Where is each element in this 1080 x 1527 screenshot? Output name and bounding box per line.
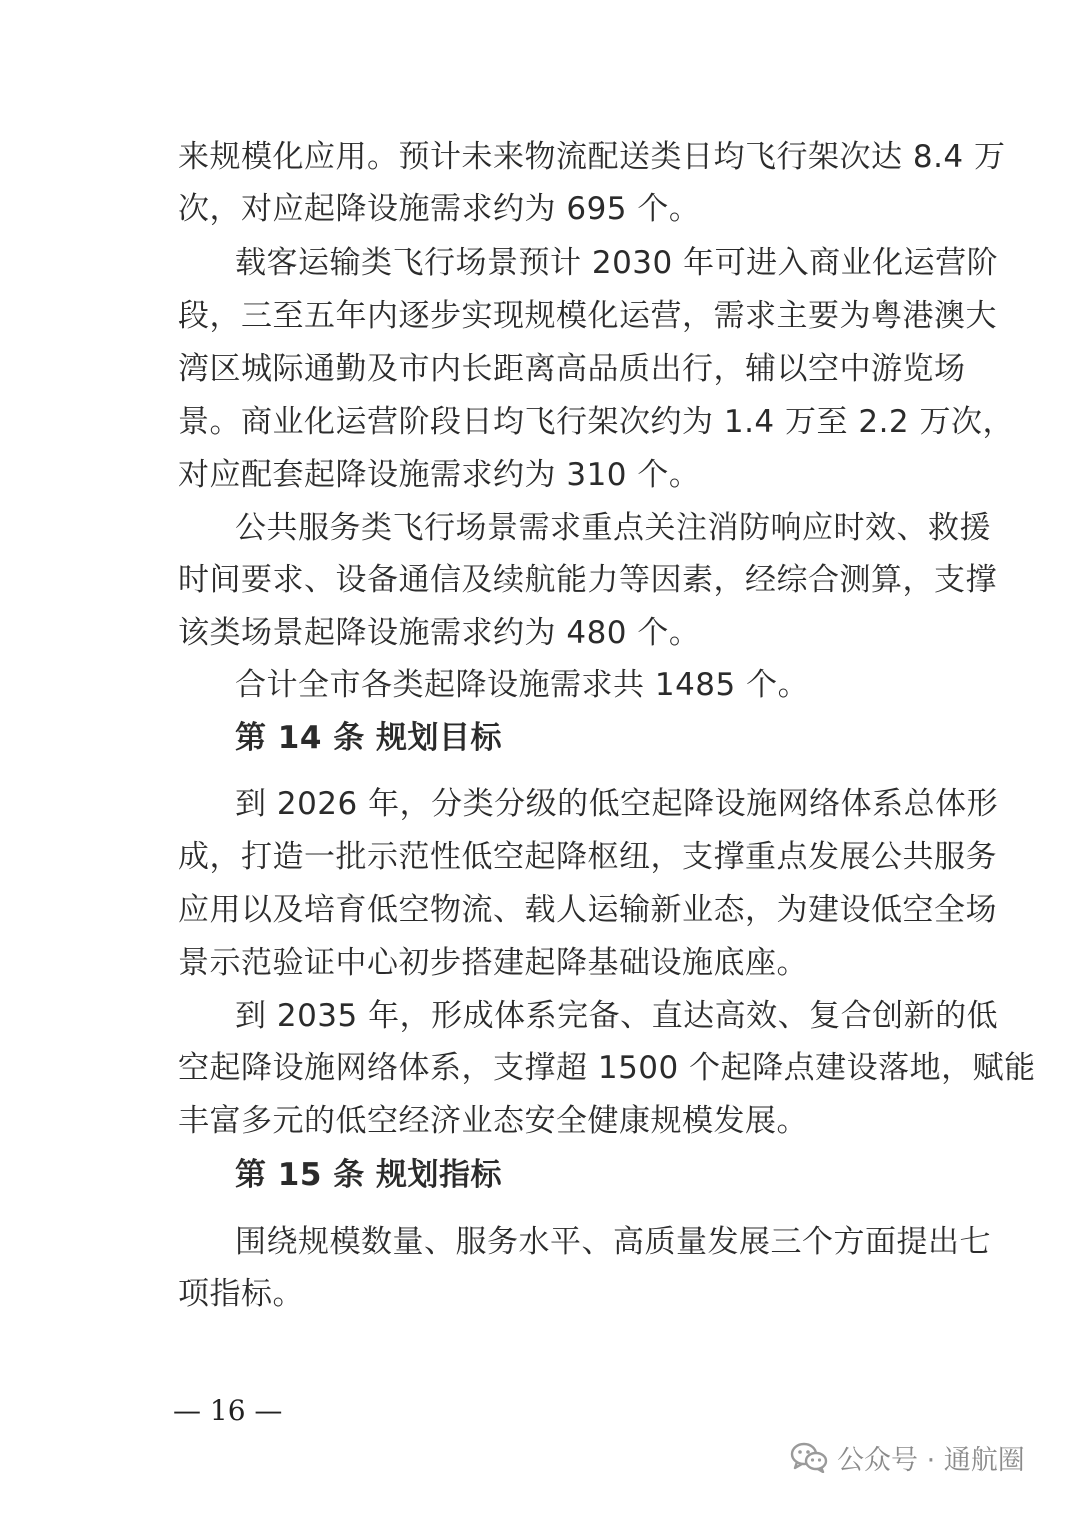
text-line: 景。商业化运营阶段日均飞行架次约为 1.4 万至 2.2 万次， — [178, 404, 1015, 440]
text-line: 段，三至五年内逐步实现规模化运营，需求主要为粤港澳大 — [178, 298, 997, 334]
text-line: 成，打造一批示范性低空起降枢纽，支撑重点发展公共服务 — [178, 839, 997, 875]
text-line: 载客运输类飞行场景预计 2030 年可进入商业化运营阶 — [235, 245, 999, 281]
text-line: 来规模化应用。预计未来物流配送类日均飞行架次达 8.4 万 — [178, 139, 1006, 175]
text-line: 对应配套起降设施需求约为 310 个。 — [178, 457, 701, 493]
text-line: 应用以及培育低空物流、载人运输新业态，为建设低空全场 — [178, 892, 997, 928]
text-line: 公共服务类飞行场景需求重点关注消防响应时效、救援 — [235, 510, 991, 546]
text-line: 丰富多元的低空经济业态安全健康规模发展。 — [178, 1103, 808, 1139]
text-line: 到 2026 年，分类分级的低空起降设施网络体系总体形 — [235, 786, 999, 822]
text-line: 景示范验证中心初步搭建起降基础设施底座。 — [178, 945, 808, 981]
wechat-icon — [790, 1441, 828, 1473]
page-number: — 16 — — [173, 1394, 283, 1427]
article-14-heading: 第 14 条 规划目标 — [235, 720, 503, 756]
text-line: 该类场景起降设施需求约为 480 个。 — [178, 615, 701, 651]
text-line: 次，对应起降设施需求约为 695 个。 — [178, 191, 701, 227]
text-line: 围绕规模数量、服务水平、高质量发展三个方面提出七 — [235, 1224, 991, 1260]
text-line: 项指标。 — [178, 1276, 304, 1312]
text-line: 时间要求、设备通信及续航能力等因素，经综合测算，支撑 — [178, 562, 997, 598]
text-line: 空起降设施网络体系，支撑超 1500 个起降点建设落地，赋能 — [178, 1050, 1036, 1086]
text-line: 湾区城际通勤及市内长距离高品质出行，辅以空中游览场 — [178, 351, 966, 387]
text-line: 到 2035 年，形成体系完备、直达高效、复合创新的低 — [235, 998, 999, 1034]
watermark-text: 公众号 · 通航圈 — [837, 1444, 1025, 1476]
watermark — [790, 1437, 1025, 1477]
article-15-heading: 第 15 条 规划指标 — [235, 1157, 503, 1193]
text-line: 合计全市各类起降设施需求共 1485 个。 — [235, 667, 810, 703]
